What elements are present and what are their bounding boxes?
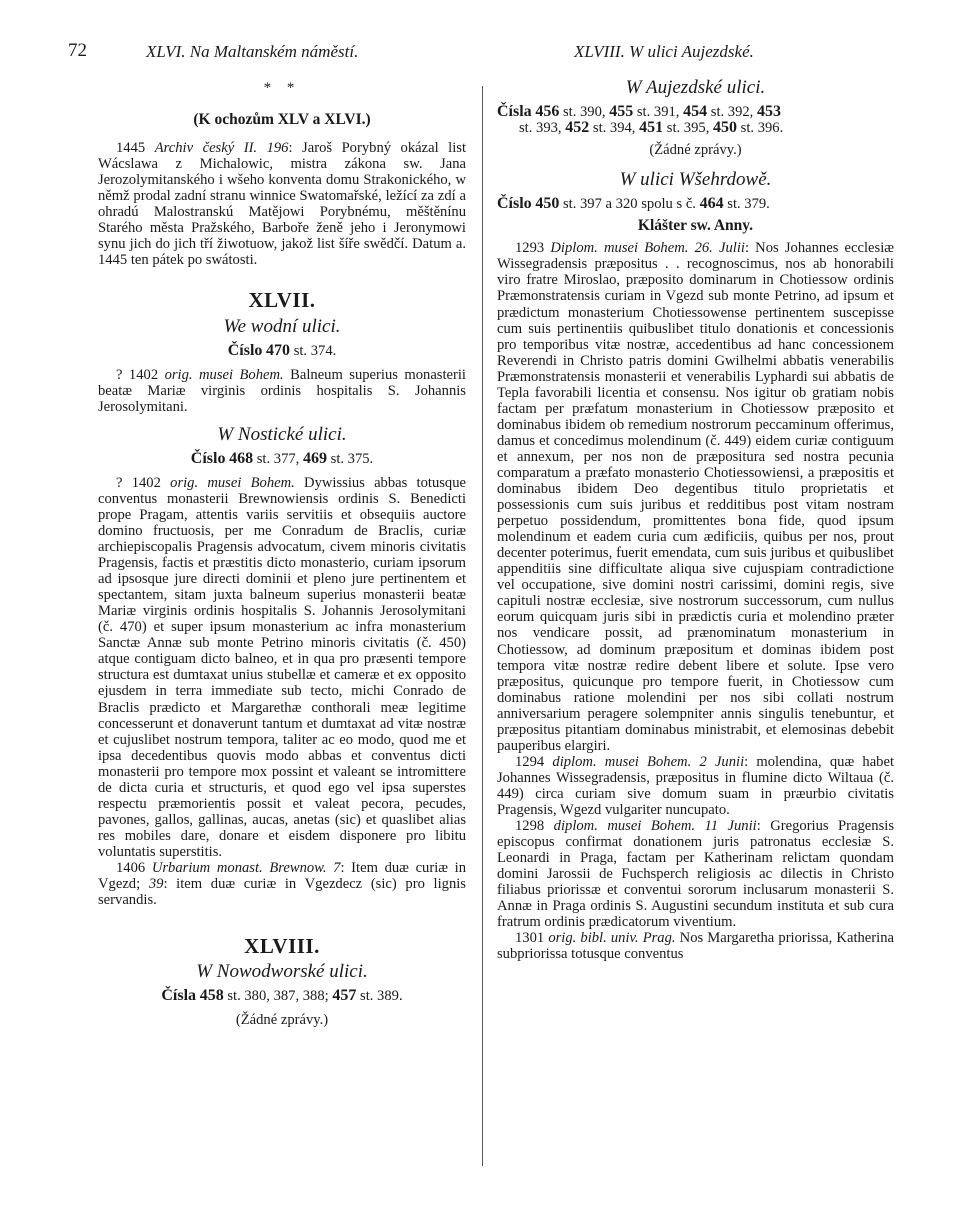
number-continuation: [497, 120, 894, 136]
house-number-line: [497, 196, 894, 212]
entry-source: diplom. musei Bohem. 11 Junii: [553, 818, 757, 835]
street-heading-nowodworske: W Nowodworské ulici.: [196, 961, 368, 983]
entry-ref: 39: [148, 876, 164, 893]
entry-text: : Gregorius Pragensis episcopus confirmat donationem juris patronatus ecclesiæ S. Leonardi in Praga, factam per Katherinam relictam quondam domini Jarossii de Fuchsperch religiosis ac dilectis in Christo filiabus priorissæ et conventui sororum inclusarum monasterii S. Annæ in Praga ordinis S. Augustini secundum instituta et sub cura fratrum ordinis prædicatorum viventium.: [497, 818, 894, 931]
number-value: 456: [535, 103, 560, 121]
number-value: 455: [609, 103, 634, 121]
number-value: 450: [713, 119, 738, 137]
entry-1301: [497, 930, 894, 962]
entry-year: 1445: [116, 140, 146, 157]
entry-1293: [497, 240, 894, 754]
number-mid: st. 377,: [256, 450, 300, 467]
house-number-line: [98, 988, 466, 1004]
entry-source: orig. musei Bohem.: [164, 366, 284, 383]
number-value-2: 469: [302, 449, 327, 467]
street-heading-wsehrdowe: W ulici Wšehrdowě.: [619, 169, 772, 191]
number-value: 470: [266, 341, 291, 359]
number-text: st. 393,: [519, 120, 562, 137]
number-label: Čísla: [497, 103, 532, 121]
entry-year: 1301: [515, 930, 545, 947]
entry-1402a: [98, 367, 466, 415]
number-label: Čísla: [161, 987, 197, 1005]
page-number: 72: [68, 40, 87, 61]
entry-text: : Jaroš Porybný okázal list Wácslawa z Michalowic, mistra zákona sw. Jana Jerozolymitanského i wšeho konventa domu Strakonického, w němž prodal zadní stranu winnice Swatomařské, ležící za zdí a ohradú Malostranskú Matějowi Porybnému, měštěnínu Starého města Pražského, Barboře ženě jeho i Jeronymowi synu jich do jich tří žiwotuow, jakož list šíře swědčí. Datum a. 1445 ten pátek po swátosti.: [98, 140, 466, 269]
chapter-numeral-xlvii: XLVII.: [248, 288, 316, 313]
number-label: Číslo: [190, 449, 226, 467]
entry-1445: [98, 140, 466, 268]
number-value: 458: [199, 987, 224, 1005]
street-heading-nosticke: W Nostické ulici.: [217, 423, 347, 445]
entry-source: Urbarium monast. Brewnow. 7: [151, 859, 341, 876]
number-text: st. 390,: [562, 104, 606, 121]
section-heading: (K ochozům XLV a XLVI.): [193, 111, 371, 129]
number-value: 453: [757, 103, 781, 121]
entry-year: 1294: [515, 753, 545, 770]
number-rest: st. 374.: [293, 342, 337, 359]
number-text: st. 397 a 320 spolu s č.: [562, 196, 696, 213]
entry-year: ? 1402: [116, 366, 159, 383]
entry-source: Archiv český II. 196: [154, 140, 289, 157]
number-label: Číslo: [227, 341, 263, 359]
entry-text: Dywissius abbas totusque conventus monasterii Brewnowiensis ordinis S. Benedicti prope Pragam, attentis variis servitiis et obsequiis auctore domino fructuosis, per me Conradum de Braclis, curiæ archiepiscopalis Pragensis advocatum, civem minoris civitatis Pragensis, factis et præstitis dicto monasterio, curiam ipsorum ad ipsosque jure directi dominii et pleno jure pertinentem et spectantem, sitam juxta balneum superius monasterii beatæ Mariæ virginis ordinis hospitalis S. Johannis Jerosolymitani (č. 470) et super ipsum monasterium ac infra monasterium Sanctæ Annæ sub monte Petrino minoris civitatis (č. 450) atque contiguam dicto balneo, et in qua pro præsenti tempore structura est dumtaxat unius stubellæ et cameræ et ex opposito ejusdem in terra immediate sub tecto, michi Conrado de Braclis prædicto et Margarethæ conthorali meæ legitime concesserunt et donaverunt tantum et dumtaxat ad vitæ nostræ et cujuslibet nostrum tempora, taliter ac eo modo, quod me et ipsa decedentibus quovis modo abbas et conventus dicti monasterii pro tempore mox possint et valeant se intromittere de dicta curia et structuris, et quod ego vel ipsa superstes respectu præmorientis possit et valeat pecora, pecudes, pavones, gallos, gallinas, aucas, anetas (sic) et quaslibet alias res mobiles dare, donare et eisdem disponere pro libitu voluntatis superstitis.: [98, 474, 466, 860]
number-text: st. 394,: [592, 120, 636, 137]
no-records-note: (Žádné zprávy.): [649, 142, 742, 159]
number-value: 451: [639, 119, 664, 137]
number-mid: st. 380, 387, 388;: [227, 988, 329, 1005]
number-rest: st. 389.: [360, 988, 403, 1005]
number-text: st. 392,: [710, 104, 754, 121]
left-column: [98, 80, 466, 1036]
section-stars: * *: [263, 80, 301, 96]
entry-text: : Item duæ curiæ in Vgezd;: [98, 859, 466, 893]
street-heading-wodni: We wodní ulici.: [223, 315, 341, 337]
entry-year: 1406: [116, 859, 146, 876]
number-value-2: 457: [332, 987, 357, 1005]
entry-year: 1293: [515, 240, 545, 257]
chapter-numeral-xlviii: XLVIII.: [244, 934, 320, 959]
number-value: 450: [535, 195, 560, 213]
number-value: 454: [683, 103, 708, 121]
house-number-line: [98, 343, 466, 359]
number-label: Číslo: [497, 195, 532, 213]
entry-text: Nos Margaretha priorissa, Katherina subpriorissa totusque conventus: [497, 930, 894, 963]
entry-1402b: [98, 475, 466, 860]
entry-source: diplom. musei Bohem. 2 Junii: [552, 753, 745, 770]
number-text: st. 379.: [727, 196, 770, 213]
entry-year: ? 1402: [116, 474, 161, 491]
entry-year: 1298: [515, 818, 545, 835]
number-value: 464: [699, 195, 724, 213]
running-header-left: XLVI. Na Maltanském náměstí.: [146, 42, 359, 61]
street-heading-aujezdske: W Aujezdské ulici.: [625, 77, 766, 98]
no-records-note: (Žádné zprávy.): [235, 1012, 329, 1029]
entry-1294: [497, 754, 894, 818]
column-divider: [482, 86, 483, 1166]
number-value: 452: [565, 119, 590, 137]
entry-source: Diplom. musei Bohem. 26. Julii: [550, 240, 745, 257]
right-column: [497, 77, 895, 963]
entry-source: orig. bibl. univ. Prag.: [548, 930, 676, 947]
cloister-heading: Klášter sw. Anny.: [637, 217, 754, 235]
entry-text-2: : item duæ curiæ in Vgezdecz (sic) pro lignis servandis.: [98, 876, 466, 909]
entry-text: : molendina, quæ habet Johannes Wissegradensis, præpositus in flumine dicto Wiltaua (č. 449) circa curiam sive domum suam in præurbio civitatis Pragensis, Wgezd vulgariter nuncupato.: [497, 753, 895, 818]
entry-1406: [98, 860, 466, 908]
house-numbers-line: [497, 104, 894, 136]
number-text: st. 391,: [636, 104, 680, 121]
number-rest: st. 375.: [330, 450, 374, 467]
entry-source: orig. musei Bohem.: [170, 474, 295, 491]
house-number-line: [98, 451, 466, 467]
number-value: 468: [229, 449, 254, 467]
number-text: st. 396.: [740, 120, 784, 137]
entry-text: : Nos Johannes ecclesiæ Wissegradensis præpositus . . recognoscimus, nos ab honorabili viro fratre Miroslao, præposito dominarum in Chotiessow ordinis Præmonstratensis curiam in Vgezd sub monte Petrino, ad ipsum et prædictum monasterium Chotiessowense pertinentem suscepisse cum suis pertinentiis quibuslibet titulo donationis et concessionis pro temporibus vitæ nostræ, accedentibus ad hanc concessionem Reverendi in Christo patris domini Gwilhelmi abbatis venerabilis Præmonstratensis monasterii et venerabilis Lyphardi sui abbatis de Tepla favorabili licentia et consensu. Nos igitur ob gratiam nobis factam per præfatum monasterium in Chotiessow præposito et dominabus ibidem ob remedium nostrorum peccaminum offerimus, damus et concedimus molendinum (č. 449) eidem curiæ contiguum et annexum, per nos non de præpositura sed nostra pecunia comparatum a præfato monasterio Chotiessowiensi, a præpositis et dominabus ibidem Deo degentibus titulo proprietatis et possessionis cum suis juribus et redditibus post vitam nostram perpetuo possidendum, promittentes bona fide, quod ipsum molendinum et eadem curia cum ædificiis, quibus per nos, prout decenter poterimus, fuerit emendata, cum suis juribus et quibuslibet appenditiis sine difficultate aliqua sive cujuspiam contradictione vel occupatione, sive domini nostri carissimi, domini regis, sive capituli nostræ ecclesiæ, sive nostrorum successorum, cum nullus eorum quicquam juris sibi in prædictis curia et molendino præter nos vendicare possit, ad prænominatum monasterium in Chotiessow, ad dominum præpositum et dominas ibidem post tempora vitæ nostræ redire debent libere et solute. Ipse vero præpositus, quicunque pro tempore fuerit, in Chotiessow cum dominabus ratione molendini per nos sibi collati nostrum anniversarium peragere solempniter annis singulis tenebuntur, et præpositus pitantiam dominabus ministrabit, et elemosinas debebit pauperibus elargiri.: [497, 240, 894, 754]
entry-1298: [497, 818, 894, 930]
number-text: st. 395,: [666, 120, 710, 137]
entry-text: Balneum superius monasterii beatæ Mariæ virginis ordinis hospitalis S. Johannis Jerosolymitani.: [98, 366, 466, 415]
running-header-right: XLVIII. W ulici Aujezdské.: [574, 42, 754, 61]
